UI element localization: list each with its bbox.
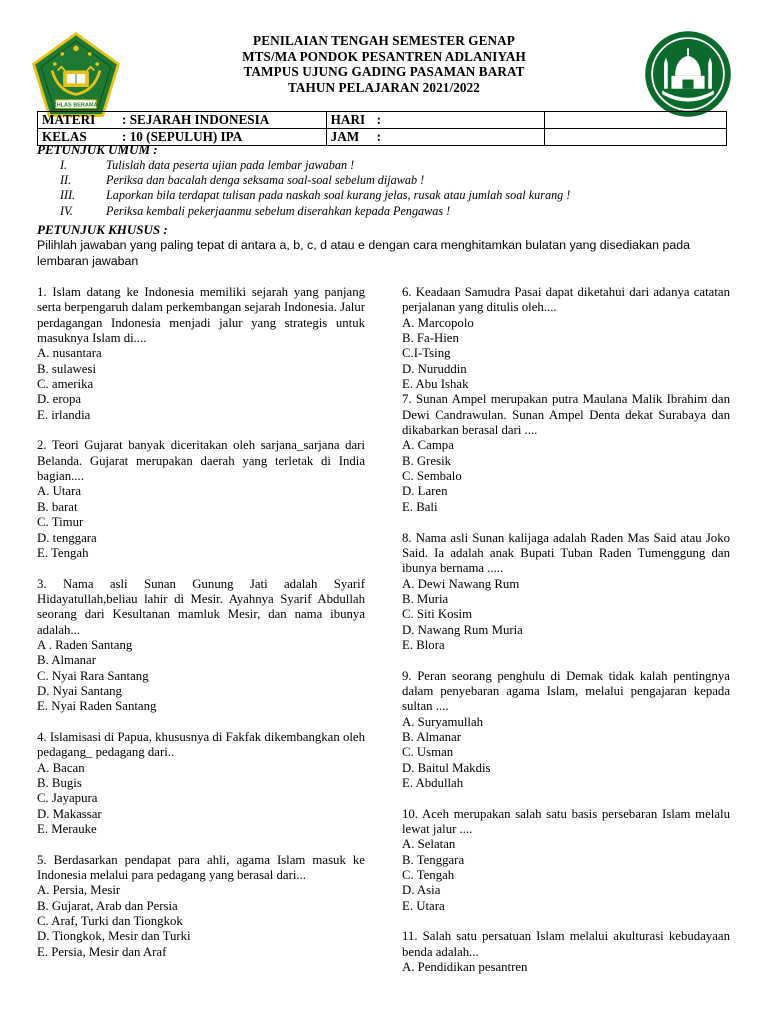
answer-option[interactable]: C. Sembalo bbox=[402, 469, 462, 484]
question-block bbox=[37, 577, 365, 715]
answer-option[interactable]: A. Suryamullah bbox=[402, 714, 484, 729]
question-block bbox=[402, 669, 730, 792]
answer-option[interactable]: D. Asia bbox=[402, 883, 441, 898]
answer-option[interactable]: C. Usman bbox=[402, 745, 454, 760]
question-stem: 11. Salah satu persatuan Islam melalui akulturasi kebudayaan benda adalah... bbox=[402, 929, 730, 959]
list-number: III. bbox=[60, 188, 76, 203]
answer-option[interactable]: E. Merauke bbox=[37, 822, 97, 837]
answer-option[interactable]: E. Bali bbox=[402, 499, 438, 514]
question-stem: 2. Teori Gujarat banyak diceritakan oleh sarjana_sarjana dari Belanda. Gujarat merupakan daerah yang terletak di India bagian.... bbox=[37, 438, 365, 484]
question-stem: 1. Islam datang ke Indonesia memiliki sejarah yang panjang serta berpengaruh dalam perkembangan sejarah Indonesia. Jalur perdagangan Indonesia menjadi jalur yang strategis untuk masuknya Islam di.... bbox=[37, 285, 365, 346]
hari-answer-cell[interactable] bbox=[544, 112, 726, 129]
kemenag-emblem-icon bbox=[30, 30, 122, 122]
answer-option[interactable]: E. Blora bbox=[402, 637, 445, 652]
jam-answer-cell[interactable] bbox=[544, 129, 726, 146]
answer-option[interactable]: B. Bugis bbox=[37, 776, 82, 790]
petunjuk-khusus-title: PETUNJUK KHUSUS : bbox=[37, 222, 168, 237]
petunjuk-umum-title: PETUNJUK UMUM : bbox=[37, 142, 158, 157]
exam-header bbox=[190, 33, 578, 95]
answer-option[interactable]: D. Makassar bbox=[37, 806, 102, 821]
question-block bbox=[37, 285, 365, 423]
jam-label: JAM bbox=[330, 129, 360, 144]
question-stem: 9. Peran seorang penghulu di Demak tidak kalah pentingnya dalam penyebaran agama Islam, melalui pengajaran kepada sultan .... bbox=[402, 668, 730, 714]
answer-option[interactable]: A. Persia, Mesir bbox=[37, 883, 121, 898]
petunjuk-khusus-text: Pilihlah jawaban yang paling tepat di antara a, b, c, d atau e dengan cara menghitamkan bulatan yang disediakan pada lembaran jawaban bbox=[37, 238, 691, 268]
answer-option[interactable]: A. Selatan bbox=[402, 837, 456, 852]
hari-value: : bbox=[376, 112, 382, 127]
answer-option[interactable]: B. barat bbox=[37, 499, 78, 514]
answer-option[interactable]: E. Tengah bbox=[37, 545, 89, 560]
questions-left-column bbox=[37, 285, 365, 975]
list-item bbox=[60, 173, 750, 188]
list-number: IV. bbox=[60, 203, 73, 218]
answer-option[interactable]: A . Raden Santang bbox=[37, 637, 133, 652]
answer-option[interactable]: B. Almanar bbox=[37, 653, 96, 668]
answer-option[interactable]: C. amerika bbox=[37, 377, 94, 392]
answer-option[interactable]: E. Persia, Mesir dan Araf bbox=[37, 944, 167, 959]
answer-option[interactable]: A. nusantara bbox=[37, 346, 102, 361]
answer-option[interactable]: C. Jayapura bbox=[37, 791, 98, 806]
answer-option[interactable]: D. tenggara bbox=[37, 530, 97, 545]
answer-option[interactable]: E. Utara bbox=[402, 898, 445, 913]
answer-option[interactable]: E. irlandia bbox=[37, 407, 91, 422]
answer-option[interactable]: C.I-Tsing bbox=[402, 346, 451, 361]
svg-text:IKHLAS BERAMAL: IKHLAS BERAMAL bbox=[51, 102, 101, 109]
jam-value: : bbox=[376, 129, 382, 144]
answer-option[interactable]: A. Campa bbox=[402, 438, 454, 453]
header-line-3: TAMPUS UJUNG GADING PASAMAN BARAT bbox=[243, 64, 525, 79]
header-line-4: TAHUN PELAJARAN 2021/2022 bbox=[287, 79, 480, 95]
question-block bbox=[37, 730, 365, 837]
answer-option[interactable]: E. Abu Ishak bbox=[402, 377, 469, 392]
answer-option[interactable]: D. Nuruddin bbox=[402, 361, 467, 376]
answer-option[interactable]: C. Nyai Rara Santang bbox=[37, 668, 149, 683]
kelas-value: : 10 (SEPULUH) IPA bbox=[122, 129, 243, 144]
question-block bbox=[402, 285, 730, 392]
answer-option[interactable]: A. Bacan bbox=[37, 760, 85, 775]
answer-option[interactable]: C. Siti Kosim bbox=[402, 607, 473, 622]
list-number: I. bbox=[60, 158, 68, 172]
exam-info-table bbox=[37, 111, 727, 146]
answer-option[interactable]: C. Tengah bbox=[402, 868, 455, 883]
answer-option[interactable]: A. Utara bbox=[37, 484, 82, 499]
question-block bbox=[402, 531, 730, 654]
answer-option[interactable]: D. eropa bbox=[37, 392, 82, 407]
answer-option[interactable]: A. Dewi Nawang Rum bbox=[402, 576, 520, 591]
answer-option[interactable]: C. Araf, Turki dan Tiongkok bbox=[37, 914, 183, 929]
madrasah-mosque-emblem-icon bbox=[642, 28, 734, 120]
header-line-1: PENILAIAN TENGAH SEMESTER GENAP bbox=[253, 33, 515, 48]
question-block bbox=[37, 853, 365, 960]
answer-option[interactable]: D. Tiongkok, Mesir dan Turki bbox=[37, 929, 191, 944]
list-text: Laporkan bila terdapat tulisan pada naskah soal kurang jelas, rusak atau jumlah soal kurang ! bbox=[106, 188, 571, 203]
list-item bbox=[60, 188, 750, 203]
hari-cell bbox=[326, 112, 544, 129]
hari-label: HARI bbox=[330, 112, 366, 127]
list-number: II. bbox=[60, 173, 72, 188]
question-stem: 6. Keadaan Samudra Pasai dapat diketahui dari adanya catatan perjalanan yang ditulis oleh.... bbox=[402, 285, 730, 315]
answer-option[interactable]: B. Fa-Hien bbox=[402, 331, 459, 346]
jam-cell bbox=[326, 129, 544, 146]
answer-option[interactable]: E. Abdullah bbox=[402, 776, 464, 790]
answer-option[interactable]: B. sulawesi bbox=[37, 361, 97, 376]
answer-option[interactable]: B. Tenggara bbox=[402, 852, 465, 867]
materi-cell bbox=[38, 112, 327, 129]
question-stem: 7. Sunan Ampel merupakan putra Maulana Malik Ibrahim dan Dewi Candrawulan. Sunan Ampel Denta dekat Surabaya dan dikabarkan berasal dari .... bbox=[402, 392, 730, 438]
list-text: Periksa dan bacalah denga seksama soal-soal sebelum dijawab ! bbox=[106, 173, 425, 188]
list-text: Tulislah data peserta ujian pada lembar jawaban ! bbox=[106, 158, 355, 172]
question-stem: 5. Berdasarkan pendapat para ahli, agama Islam masuk ke Indonesia melalui para pedagang yang berasal dari... bbox=[37, 852, 365, 883]
questions-right-column bbox=[402, 285, 730, 991]
answer-option[interactable]: D. Nyai Santang bbox=[37, 683, 122, 698]
question-stem: 3. Nama asli Sunan Gunung Jati adalah Syarif Hidayatullah,beliau lahir di Mesir. Ayahnya Syarif Abdullah seorang dari Kesultanan mamluk Mesir, dan nama ibunya adalah... bbox=[37, 576, 365, 637]
answer-option[interactable]: D. Laren bbox=[402, 484, 448, 499]
list-item bbox=[60, 204, 750, 219]
question-block bbox=[402, 929, 730, 975]
answer-option[interactable]: D. Baitul Makdis bbox=[402, 760, 491, 775]
answer-option[interactable]: B. Almanar bbox=[402, 729, 461, 744]
materi-value: : SEJARAH INDONESIA bbox=[122, 112, 270, 127]
question-stem: 10. Aceh merupakan salah satu basis persebaran Islam melalu lewat jalur .... bbox=[402, 806, 730, 837]
kelas-label: KELAS bbox=[42, 129, 87, 144]
header-line-2: MTS/MA PONDOK PESANTREN ADLANIYAH bbox=[242, 48, 526, 64]
list-text: Periksa kembali pekerjaanmu sebelum diserahkan kepada Pengawas ! bbox=[106, 203, 451, 218]
question-stem: 4. Islamisasi di Papua, khususnya di Fakfak dikembangkan oleh pedagang_ pedagang dari.. bbox=[37, 729, 365, 760]
answer-option[interactable]: E. Nyai Raden Santang bbox=[37, 699, 157, 714]
answer-option[interactable]: B. Gujarat, Arab dan Persia bbox=[37, 898, 178, 913]
question-block bbox=[37, 438, 365, 561]
answer-option[interactable]: B. Muria bbox=[402, 591, 449, 606]
list-item bbox=[60, 158, 750, 173]
question-block bbox=[402, 807, 730, 914]
question-block bbox=[402, 392, 730, 515]
answer-option[interactable]: A. Pendidikan pesantren bbox=[402, 960, 528, 975]
materi-label: MATERI bbox=[42, 112, 96, 127]
answer-option[interactable]: A. Marcopolo bbox=[402, 315, 474, 330]
answer-option[interactable]: B. Gresik bbox=[402, 453, 452, 468]
petunjuk-umum-list bbox=[60, 158, 750, 219]
answer-option[interactable]: D. Nawang Rum Muria bbox=[402, 622, 523, 637]
question-stem: 8. Nama asli Sunan kalijaga adalah Raden Mas Said atau Joko Said. Ia adalah anak Bupati Tuban Raden Tumenggung dan ibunya bernama ..... bbox=[402, 530, 730, 576]
answer-option[interactable]: C. Timur bbox=[37, 515, 84, 530]
